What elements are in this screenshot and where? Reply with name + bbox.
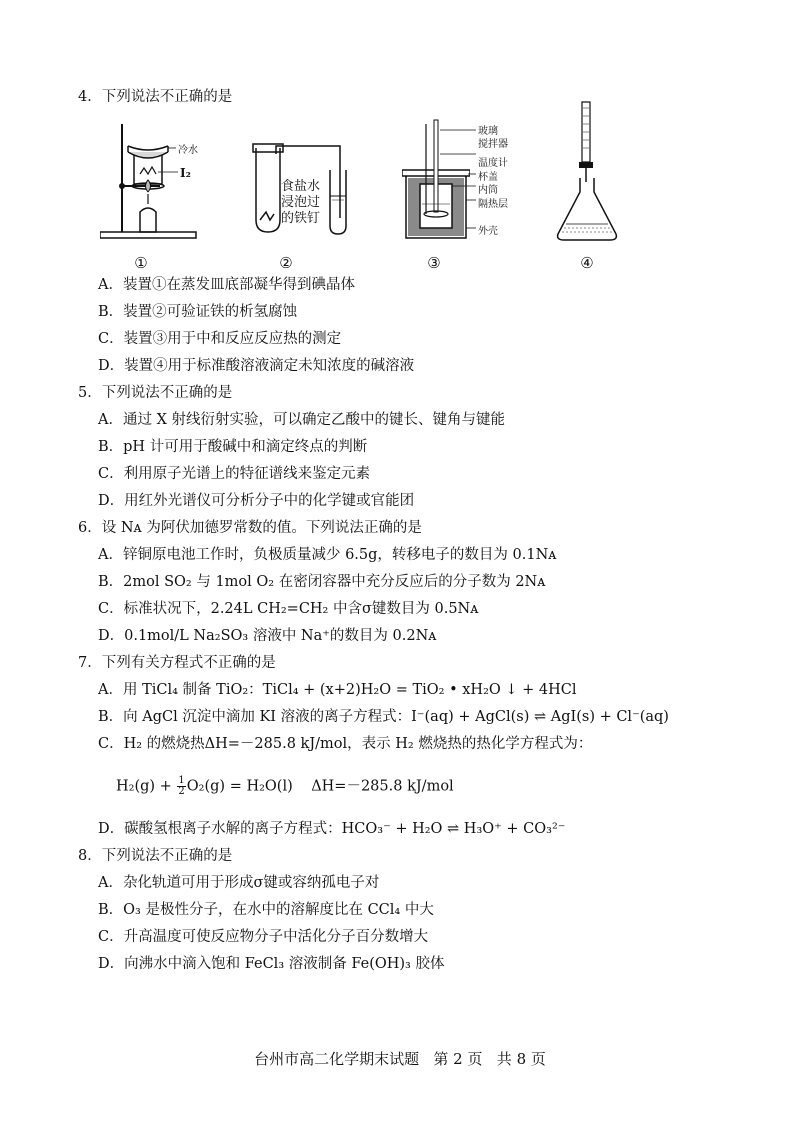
q7-thermochemical-equation	[116, 776, 454, 797]
q7-stem: 7．下列有关方程式不正确的是	[78, 655, 276, 671]
q8-option-c: C．升高温度可使反应物分子中活化分子百分数增大	[98, 929, 429, 945]
figure-2-label: ②	[279, 254, 293, 272]
label-cold-water: 冷水	[178, 145, 198, 156]
q5-option-a: A．通过 X 射线衍射实验，可以确定乙酸中的键长、键角与键能	[98, 412, 506, 428]
label-outer-shell: 外壳	[478, 226, 498, 237]
q4-option-a: A．装置①在蒸发皿底部凝华得到碘晶体	[98, 277, 355, 293]
equation-left: H₂(g) +	[116, 778, 172, 795]
label-iodine: I₂	[180, 166, 191, 180]
q8-stem: 8．下列说法不正确的是	[78, 848, 233, 864]
q6-option-b: B．2mol SO₂ 与 1mol O₂ 在密闭容器中充分反应后的分子数为 2Nᴀ	[98, 574, 546, 590]
q8-option-b: B．O₃ 是极性分子，在水中的溶解度比在 CCl₄ 中大	[98, 902, 434, 918]
q7-option-a: A．用 TiCl₄ 制备 TiO₂：TiCl₄ + (x+2)H₂O = TiO₂ • xH₂O ↓ + 4HCl	[98, 682, 577, 698]
label-inner-beaker: 内筒	[478, 185, 498, 196]
label-thermometer: 温度计	[478, 158, 508, 169]
q5-option-c: C．利用原子光谱上的特征谱线来鉴定元素	[98, 466, 371, 482]
q7-option-c: C．H₂ 的燃烧热ΔH=－285.8 kJ/mol，表示 H₂ 燃烧热的热化学方程式为：	[98, 736, 593, 752]
q8-option-d: D．向沸水中滴入饱和 FeCl₃ 溶液制备 Fe(OH)₃ 胶体	[98, 956, 445, 972]
q7-option-b: B．向 AgCl 沉淀中滴加 KI 溶液的离子方程式：I⁻(aq) + AgCl(s) ⇌ AgI(s) + Cl⁻(aq)	[98, 709, 669, 725]
label-soaked-nail-2: 浸泡过	[281, 195, 321, 210]
q4-option-b: B．装置②可验证铁的析氢腐蚀	[98, 304, 298, 320]
fraction-one-half	[177, 776, 185, 797]
q4-option-c: C．装置③用于中和反应反应热的测定	[98, 331, 342, 347]
q6-option-d: D．0.1mol/L Na₂SO₃ 溶液中 Na⁺的数目为 0.2Nᴀ	[98, 628, 437, 644]
label-glass-stirrer-2: 搅拌器	[478, 139, 508, 150]
q6-option-a: A．锌铜原电池工作时，负极质量减少 6.5g，转移电子的数目为 0.1Nᴀ	[98, 547, 557, 563]
figure-3-leader-lines	[440, 126, 480, 236]
q5-stem: 5．下列说法不正确的是	[78, 385, 233, 401]
q6-option-c: C．标准状况下，2.24L CH₂=CH₂ 中含σ键数目为 0.5Nᴀ	[98, 601, 479, 617]
figure-1-sublimation-apparatus	[100, 120, 210, 240]
label-insulation: 隔热层	[478, 199, 508, 210]
equation-right: O₂(g) = H₂O(l) ΔH=－285.8 kJ/mol	[186, 778, 454, 795]
figure-3-label: ③	[427, 254, 441, 272]
label-glass-stirrer-1: 玻璃	[478, 126, 498, 137]
q7-option-d: D．碳酸氢根离子水解的离子方程式：HCO₃⁻ + H₂O ⇌ H₃O⁺ + CO₃²⁻	[98, 821, 566, 837]
figure-1-label: ①	[134, 254, 148, 272]
label-soaked-nail-1: 食盐水	[281, 179, 321, 194]
figure-4-label: ④	[580, 254, 594, 272]
q4-stem: 4．下列说法不正确的是	[78, 89, 233, 105]
q5-option-d: D．用红外光谱仪可分析分子中的化学键或官能团	[98, 493, 415, 509]
label-soaked-nail-3: 的铁钉	[281, 211, 321, 226]
q6-stem: 6．设 Nᴀ 为阿伏加德罗常数的值。下列说法正确的是	[78, 520, 422, 536]
page-footer: 台州市高二化学期末试题 第 2 页 共 8 页	[254, 1050, 546, 1068]
q5-option-b: B．pH 计可用于酸碱中和滴定终点的判断	[98, 439, 368, 455]
fraction-denominator: 2	[178, 786, 185, 797]
figure-4-titration-apparatus	[552, 98, 622, 246]
q8-option-a: A．杂化轨道可用于形成σ键或容纳孤电子对	[98, 875, 380, 891]
label-lid: 杯盖	[478, 172, 498, 183]
fraction-numerator: 1	[178, 775, 185, 786]
q4-option-d: D．装置④用于标准酸溶液滴定未知浓度的碱溶液	[98, 358, 415, 374]
